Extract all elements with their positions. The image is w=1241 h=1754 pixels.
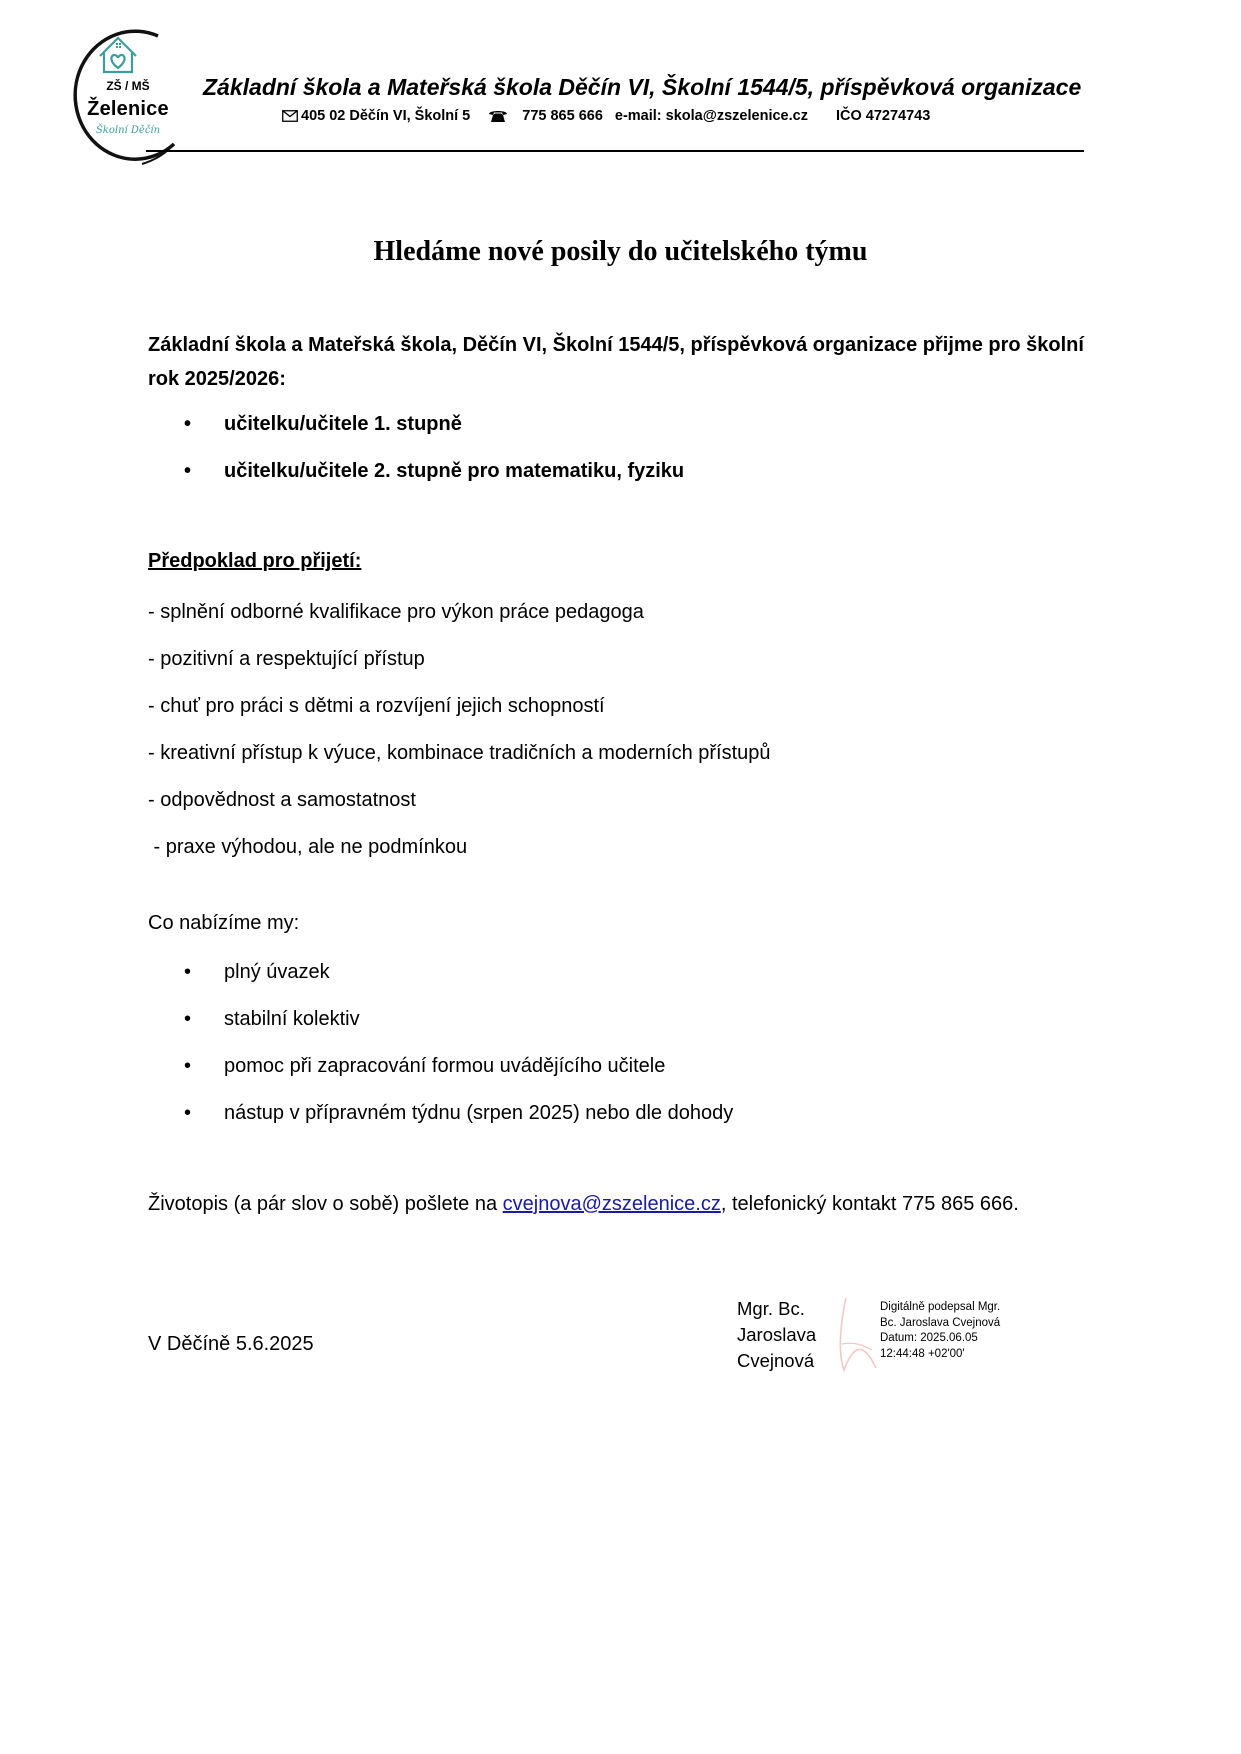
- offers-list: [148, 958, 733, 1146]
- requirements-list: [148, 598, 771, 880]
- cv-suffix: , telefonický kontakt 775 865 666.: [720, 1193, 1019, 1215]
- intro-paragraph: Základní škola a Mateřská škola, Děčín VI, Školní 1544/5, příspěvková organizace přijme pro školní rok 2025/2026:: [148, 334, 1084, 390]
- list-item: • učitelku/učitele 1. stupně: [148, 410, 684, 457]
- logo-name: Želenice: [87, 98, 169, 120]
- positions-list: [148, 410, 684, 504]
- header-email: e-mail: skola@zszelenice.cz: [614, 108, 808, 124]
- header-address: 405 02 Děčín VI, Školní 5: [301, 108, 471, 124]
- signer-name: [737, 1296, 837, 1374]
- list-item: - odpovědnost a samostatnost: [148, 789, 416, 811]
- list-item: • učitelku/učitele 2. stupně pro matematiku, fyziku: [148, 457, 684, 504]
- list-item: • plný úvazek: [148, 958, 733, 1005]
- list-item: - splnění odborné kvalifikace pro výkon práce pedagoga: [148, 601, 644, 623]
- telephone-icon: [488, 109, 508, 123]
- requirements-heading: Předpoklad pro přijetí:: [148, 550, 362, 572]
- signature-line: 12:44:48 +02'00': [880, 1347, 965, 1360]
- signature-line: Digitálně podepsal Mgr.: [880, 1301, 1001, 1313]
- cv-email-link[interactable]: cvejnova@zszelenice.cz: [502, 1193, 721, 1215]
- header-divider: [146, 150, 1084, 152]
- digital-signature: [880, 1300, 1040, 1362]
- signature-mark-icon: [836, 1294, 880, 1374]
- place-date: V Děčíně 5.6.2025: [148, 1333, 314, 1355]
- cv-prefix: Životopis (a pár slov o sobě) pošlete na: [148, 1193, 503, 1215]
- list-item: - kreativní přístup k výuce, kombinace tradičních a moderních přístupů: [148, 742, 771, 764]
- list-item: - pozitivní a respektující přístup: [148, 648, 425, 670]
- signer-line: Cvejnová: [737, 1350, 815, 1371]
- list-item: • nástup v přípravném týdnu (srpen 2025) nebo dle dohody: [148, 1099, 733, 1146]
- signer-line: Jaroslava: [737, 1324, 817, 1345]
- list-item: - chuť pro práci s dětmi a rozvíjení jejich schopností: [148, 695, 605, 717]
- logo-ring-icon: [62, 26, 194, 168]
- envelope-icon: [282, 110, 298, 122]
- signer-line: Mgr. Bc.: [737, 1298, 805, 1319]
- logo-tagline: Školní Děčín: [95, 125, 161, 136]
- header-title: Základní škola a Mateřská škola Děčín VI, Školní 1544/5, příspěvková organizace: [203, 74, 1082, 100]
- header-contact: [282, 108, 930, 124]
- list-item: - praxe výhodou, ale ne podmínkou: [148, 836, 468, 858]
- house-heart-icon: [100, 38, 136, 72]
- document-title: Hledáme nové posily do učitelského týmu: [373, 236, 868, 267]
- header-ico: IČO 47274743: [835, 108, 931, 124]
- signature-line: Datum: 2025.06.05: [880, 1332, 978, 1344]
- logo-abbrev: ZŠ / MŠ: [106, 79, 150, 93]
- offer-heading: Co nabízíme my:: [148, 912, 300, 934]
- signature-line: Bc. Jaroslava Cvejnová: [880, 1316, 1001, 1329]
- list-item: • pomoc při zapracování formou uvádějícího učitele: [148, 1052, 733, 1099]
- header-phone: 775 865 666: [522, 108, 603, 124]
- cv-instructions: [148, 1193, 1019, 1216]
- school-logo: [62, 26, 194, 168]
- list-item: • stabilní kolektiv: [148, 1005, 733, 1052]
